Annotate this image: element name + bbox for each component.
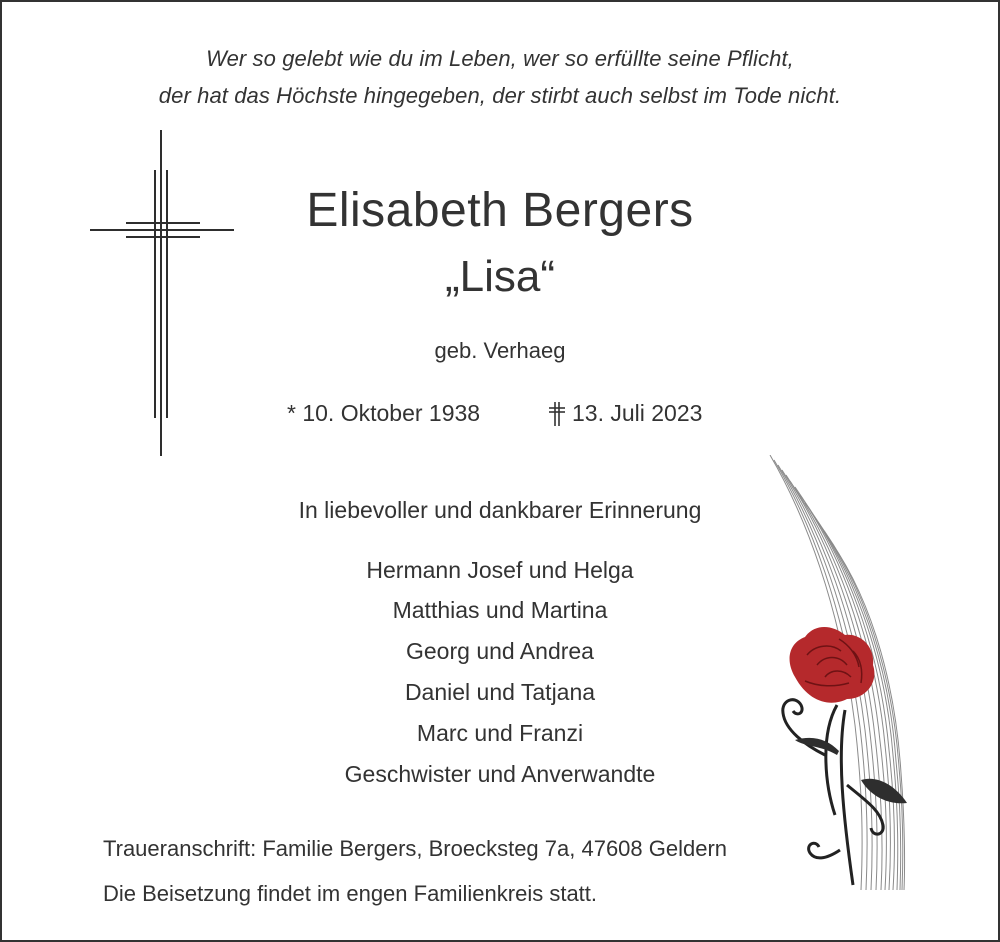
mourner-3: Georg und Andrea: [406, 638, 594, 664]
remembrance-text: In liebevoller und dankbarer Erinnerung: [298, 497, 702, 523]
motto-line-1: Wer so gelebt wie du im Leben, wer so erfüllte seine Pflicht,: [206, 46, 794, 71]
funeral-note: Die Beisetzung findet im engen Familienkreis statt.: [103, 881, 598, 906]
funeral-address: Traueranschrift: Familie Bergers, Broecksteg 7a, 47608 Geldern: [103, 836, 728, 861]
deceased-name: Elisabeth Bergers: [306, 184, 694, 237]
motto-line-2: der hat das Höchste hingegeben, der stirbt auch selbst im Tode nicht.: [158, 83, 842, 108]
birth-date: * 10. Oktober 1938: [287, 400, 481, 426]
deceased-nickname: „Lisa“: [444, 252, 556, 301]
mourner-6: Geschwister und Anverwandte: [344, 761, 656, 787]
death-cross-icon: [548, 400, 566, 428]
mourner-4: Daniel und Tatjana: [404, 679, 596, 705]
death-date: 13. Juli 2023: [572, 400, 703, 426]
birth-name: geb. Verhaeg: [434, 338, 566, 363]
mourner-5: Marc und Franzi: [416, 720, 584, 746]
mourner-1: Hermann Josef und Helga: [366, 557, 634, 583]
mourner-2: Matthias und Martina: [392, 597, 608, 623]
rose-illustration: [765, 455, 925, 895]
cross-icon: [88, 130, 238, 460]
